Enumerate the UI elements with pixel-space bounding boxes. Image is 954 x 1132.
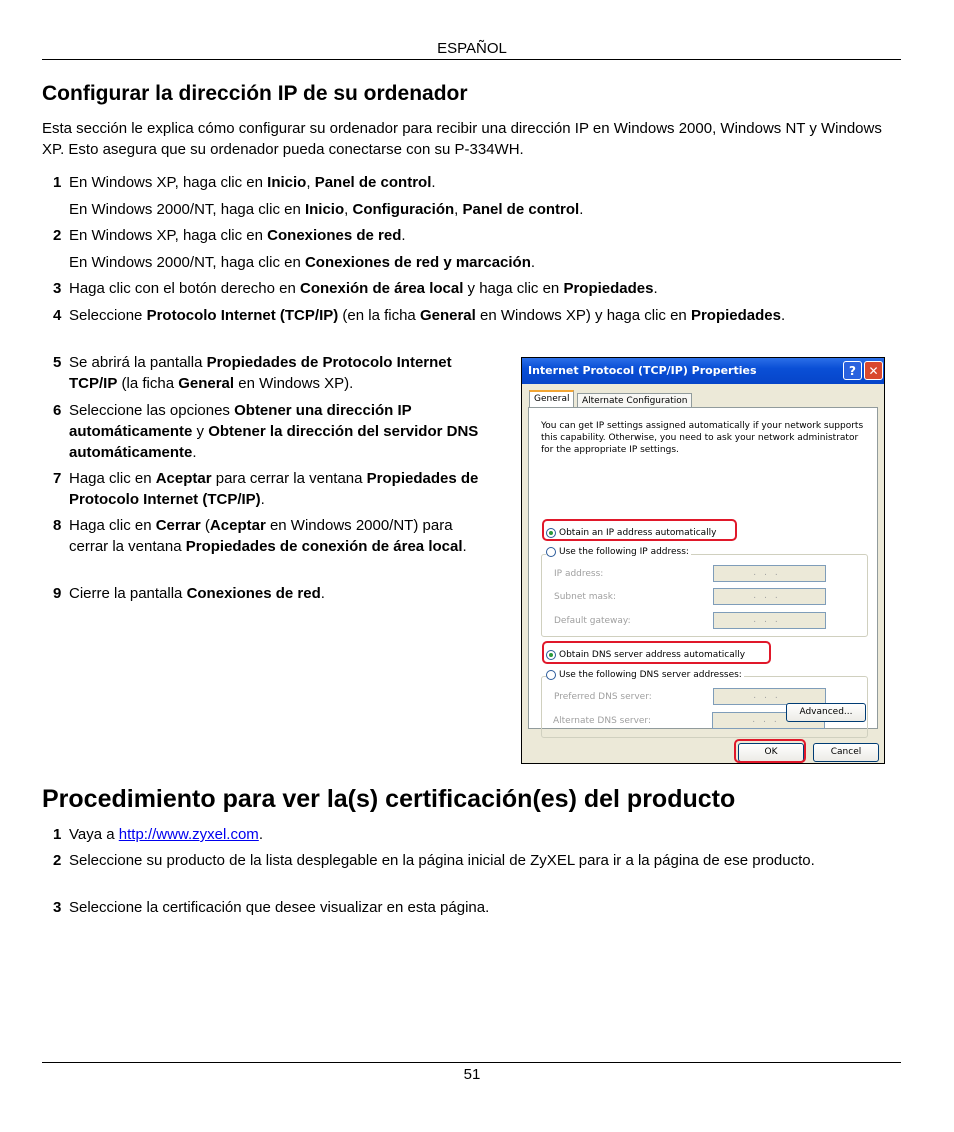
step-bold: Inicio	[267, 174, 307, 191]
zyxel-link[interactable]: http://www.zyxel.com	[118, 826, 259, 843]
general-panel	[528, 407, 878, 729]
step-9	[53, 583, 487, 604]
dialog-description: You can get IP settings assigned automatically if your network supports this capability. Otherwise, you need to ask your network administrator for the appropriate IP settings.	[541, 421, 864, 455]
step-5	[53, 352, 487, 394]
highlight-obtain-dns	[542, 641, 771, 664]
step-bold: Propiedades	[690, 307, 781, 324]
step-bold: Propiedades	[563, 280, 654, 297]
tab-alternate-configuration[interactable]: Alternate Configuration	[577, 393, 692, 409]
step-text: Vaya a	[69, 826, 119, 843]
close-button[interactable]: ✕	[864, 361, 883, 380]
alternate-dns-label: Alternate DNS server:	[553, 716, 652, 726]
step-bold: General	[419, 307, 476, 324]
step-text: .	[780, 307, 786, 324]
step-number: 9	[53, 585, 62, 602]
step-text: En Windows XP, haga clic en	[69, 174, 268, 191]
alternate-dns-field[interactable]: ...	[712, 712, 825, 729]
step-1	[53, 172, 436, 193]
step-8	[53, 515, 487, 557]
step-7	[53, 468, 487, 510]
step-number: 1	[53, 826, 62, 843]
step-text: .	[462, 538, 467, 555]
step-bold: Panel de control	[462, 201, 580, 218]
step-6	[53, 400, 487, 463]
page-number: 51	[463, 1066, 481, 1083]
step-text: en Windows XP).	[234, 375, 354, 392]
dialog-title: Internet Protocol (TCP/IP) Properties	[528, 364, 757, 377]
cert-step-1	[53, 824, 263, 845]
step-2-alt	[69, 252, 535, 273]
step-bold: Conexiones de red	[267, 227, 402, 244]
step-text: Seleccione su producto de la lista desplegable en la página inicial de ZyXEL para ir a la página de ese producto.	[69, 852, 815, 869]
ip-address-field[interactable]: ...	[713, 565, 826, 582]
step-bold: Propiedades de Protocolo Internet (TCP/IP)	[69, 470, 479, 508]
step-bold: Obtener la dirección del servidor DNS automáticamente	[69, 423, 479, 461]
step-text: Haga clic en	[69, 470, 156, 487]
step-text: y haga clic en	[463, 280, 564, 297]
step-number: 5	[53, 354, 62, 371]
step-text: Cierre la pantalla	[69, 585, 187, 602]
cert-step-3	[53, 897, 490, 918]
dialog-titlebar	[522, 358, 884, 384]
use-dns-option[interactable]	[546, 670, 744, 680]
step-text: ,	[306, 174, 315, 191]
step-text: y	[192, 423, 209, 440]
step-text: .	[401, 227, 406, 244]
header-rule	[42, 59, 901, 60]
step-bold: Aceptar	[209, 517, 266, 534]
radio-icon[interactable]	[546, 670, 556, 680]
step-text: (en la ficha	[338, 307, 420, 324]
radio-label: Obtain an IP address automatically	[559, 528, 717, 538]
step-text: .	[192, 444, 197, 461]
radio-icon[interactable]	[546, 547, 556, 557]
step-text: En Windows 2000/NT, haga clic en	[69, 201, 305, 218]
step-bold: Conexiones de red	[186, 585, 321, 602]
step-text: ,	[344, 201, 353, 218]
step-bold: Conexiones de red y marcación	[304, 254, 531, 271]
step-bold: General	[178, 375, 235, 392]
section-title-ip-config: Configurar la dirección IP de su ordenador	[42, 82, 468, 105]
step-3	[53, 278, 658, 299]
step-4	[53, 305, 814, 326]
step-number: 2	[53, 852, 62, 869]
step-text: en Windows XP) y haga clic en	[475, 307, 691, 324]
step-bold: Propiedades de conexión de área local	[185, 538, 463, 555]
default-gateway-label: Default gateway:	[554, 616, 631, 626]
tcpip-properties-dialog	[521, 357, 885, 764]
intro-paragraph: Esta sección le explica cómo configurar su ordenador para recibir una dirección IP en Windows 2000, Windows NT y Windows XP. Esto asegura que su ordenador pueda conectarse con su P-334WH.	[42, 120, 882, 158]
cert-step-2	[53, 850, 899, 871]
step-number: 4	[53, 307, 62, 324]
step-1-alt	[69, 199, 583, 220]
highlight-obtain-ip	[542, 519, 737, 541]
step-number: 7	[53, 470, 62, 487]
step-number: 8	[53, 517, 62, 534]
step-text: .	[258, 826, 263, 843]
step-text: .	[320, 585, 325, 602]
ip-address-label: IP address:	[554, 569, 604, 579]
header-language: ESPAÑOL	[437, 40, 507, 57]
use-ip-option[interactable]	[546, 547, 691, 557]
step-text: Seleccione la certificación que desee visualizar en esta página.	[69, 899, 490, 916]
step-text: en Windows 2000/NT) para cerrar la ventana	[69, 517, 453, 555]
step-bold: Conexión de área local	[299, 280, 464, 297]
radio-label: Obtain DNS server address automatically	[559, 650, 746, 660]
step-number: 3	[53, 899, 62, 916]
step-2	[53, 225, 406, 246]
step-bold: Protocolo Internet (TCP/IP)	[146, 307, 339, 324]
cancel-button[interactable]: Cancel	[813, 743, 879, 762]
radio-label: Use the following IP address:	[559, 547, 689, 557]
step-number: 3	[53, 280, 62, 297]
step-text: En Windows XP, haga clic en	[69, 227, 268, 244]
step-text: (	[200, 517, 210, 534]
step-bold: Inicio	[304, 201, 345, 218]
step-text: (la ficha	[117, 375, 179, 392]
help-button[interactable]: ?	[843, 361, 862, 380]
step-bold: Aceptar	[155, 470, 212, 487]
footer-rule	[42, 1062, 901, 1063]
step-bold: Propiedades de Protocolo Internet TCP/IP	[69, 354, 452, 392]
step-text: para cerrar la ventana	[211, 470, 367, 487]
step-text: .	[653, 280, 658, 297]
radio-label: Use the following DNS server addresses:	[559, 670, 742, 680]
step-text: Haga clic con el botón derecho en	[69, 280, 300, 297]
step-text: .	[260, 491, 265, 508]
highlight-ok	[734, 739, 806, 763]
step-bold: Configuración	[352, 201, 455, 218]
subnet-mask-label: Subnet mask:	[554, 592, 616, 602]
step-text: Seleccione las opciones	[69, 402, 235, 419]
step-bold: Panel de control	[314, 174, 432, 191]
step-text: ,	[454, 201, 463, 218]
tab-general[interactable]: General	[529, 390, 574, 408]
step-number: 6	[53, 402, 62, 419]
step-number: 2	[53, 227, 62, 244]
step-text: .	[530, 254, 536, 271]
subnet-mask-field[interactable]: ...	[713, 588, 826, 605]
ok-button[interactable]: OK	[738, 743, 804, 762]
preferred-dns-label: Preferred DNS server:	[554, 692, 652, 702]
step-bold: Obtener una dirección IP automáticamente	[69, 402, 412, 440]
advanced-button[interactable]: Advanced...	[786, 703, 866, 722]
step-number: 1	[53, 174, 62, 191]
step-bold: Cerrar	[155, 517, 201, 534]
preferred-dns-field[interactable]: ...	[713, 688, 826, 705]
default-gateway-field[interactable]: ...	[713, 612, 826, 629]
step-text: En Windows 2000/NT, haga clic en	[69, 254, 305, 271]
step-text: Haga clic en	[69, 517, 156, 534]
step-text: Seleccione	[69, 307, 147, 324]
step-text: .	[431, 174, 436, 191]
step-text: .	[579, 201, 584, 218]
section-title-certification: Procedimiento para ver la(s) certificación(es) del producto	[42, 785, 736, 813]
step-text: Se abrirá la pantalla	[69, 354, 207, 371]
